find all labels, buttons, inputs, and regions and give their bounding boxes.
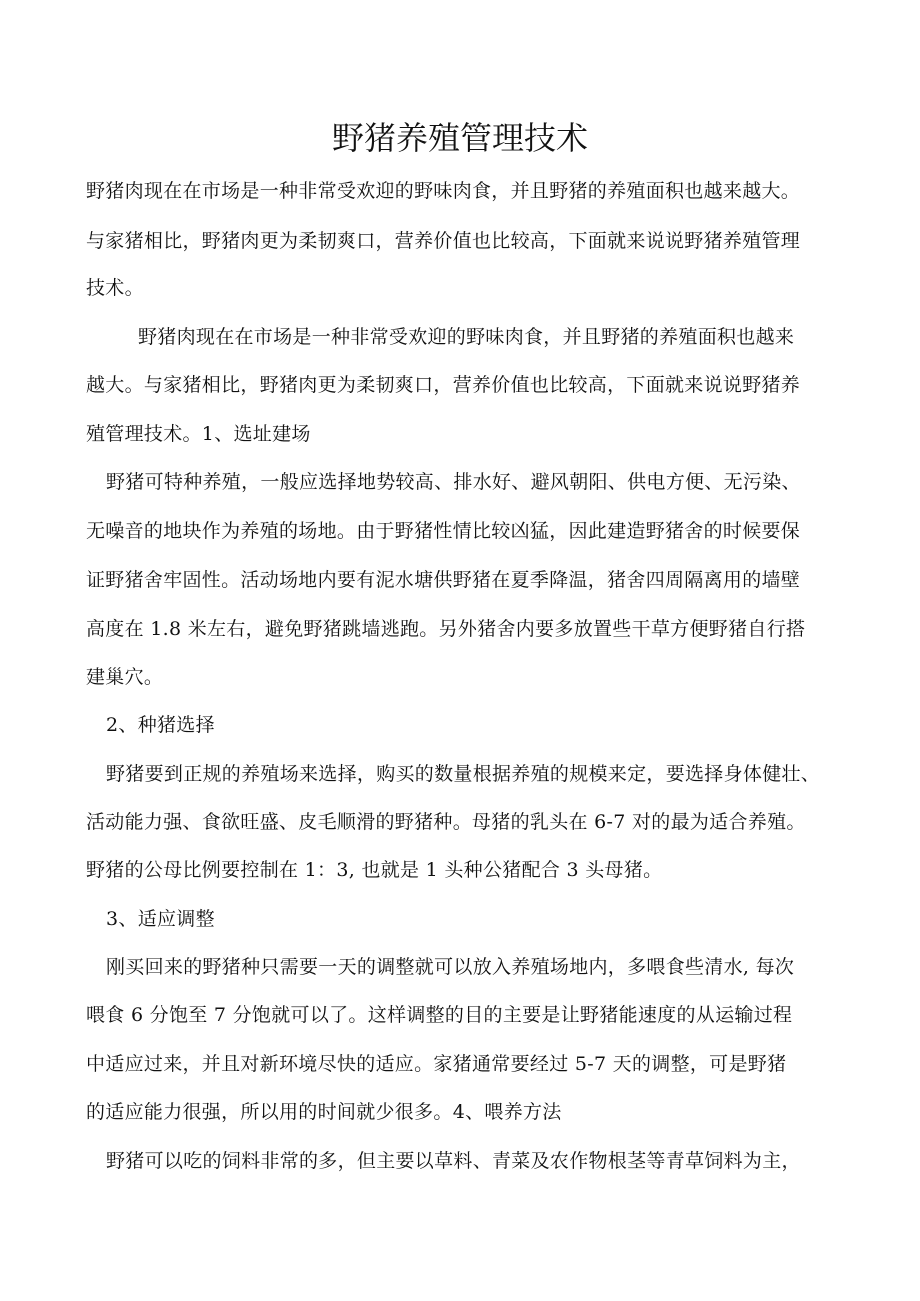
paragraph-line: 野猪要到正规的养殖场来选择，购买的数量根据养殖的规模来定，要选择身体健壮、 bbox=[106, 763, 821, 785]
paragraph-line: 活动能力强、食欲旺盛、皮毛顺滑的野猪种。母猪的乳头在 6-7 对的最为适合养殖。 bbox=[86, 811, 806, 833]
paragraph-line: 野猪的公母比例要控制在 1：3, 也就是 1 头种公猪配合 3 头母猪。 bbox=[86, 859, 663, 881]
paragraph-line: 的适应能力很强，所以用的时间就少很多。4、喂养方法 bbox=[86, 1101, 562, 1123]
paragraph-line: 喂食 6 分饱至 7 分饱就可以了。这样调整的目的主要是让野猪能速度的从运输过程 bbox=[86, 1004, 793, 1026]
paragraph-line: 野猪可特种养殖，一般应选择地势较高、排水好、避风朝阳、供电方便、无污染、 bbox=[106, 471, 801, 493]
paragraph-line: 高度在 1.8 米左右，避免野猪跳墙逃跑。另外猪舍内要多放置些干草方便野猪自行搭 bbox=[86, 618, 806, 640]
document-title: 野猪养殖管理技术 bbox=[331, 119, 588, 157]
paragraph-line: 证野猪舍牢固性。活动场地内要有泥水塘供野猪在夏季降温，猪舍四周隔离用的墙壁 bbox=[86, 569, 801, 591]
paragraph-line: 与家猪相比，野猪肉更为柔韧爽口，营养价值也比较高，下面就来说说野猪养殖管理 bbox=[86, 230, 801, 252]
section-heading: 2、种猪选择 bbox=[106, 714, 215, 736]
paragraph-line: 刚买回来的野猪种只需要一天的调整就可以放入养殖场地内，多喂食些清水, 每次 bbox=[106, 956, 795, 978]
paragraph-line: 野猪肉现在在市场是一种非常受欢迎的野味肉食，并且野猪的养殖面积也越来越大。 bbox=[86, 180, 801, 202]
paragraph-line: 野猪可以吃的饲料非常的多，但主要以草料、青菜及农作物根茎等青草饲料为主， bbox=[106, 1150, 801, 1172]
paragraph-line: 技术。 bbox=[86, 277, 144, 299]
paragraph-line: 越大。与家猪相比，野猪肉更为柔韧爽口，营养价值也比较高，下面就来说说野猪养 bbox=[86, 374, 801, 396]
paragraph-line: 野猪肉现在在市场是一种非常受欢迎的野味肉食，并且野猪的养殖面积也越来 bbox=[138, 326, 795, 348]
paragraph-line: 建巢穴。 bbox=[86, 666, 164, 688]
paragraph-line: 中适应过来，并且对新环境尽快的适应。家猪通常要经过 5-7 天的调整，可是野猪 bbox=[86, 1053, 787, 1075]
paragraph-line: 无噪音的地块作为养殖的场地。由于野猪性情比较凶猛，因此建造野猪舍的时候要保 bbox=[86, 520, 801, 542]
paragraph-line: 殖管理技术。1、选址建场 bbox=[86, 423, 311, 445]
section-heading: 3、适应调整 bbox=[106, 908, 215, 930]
